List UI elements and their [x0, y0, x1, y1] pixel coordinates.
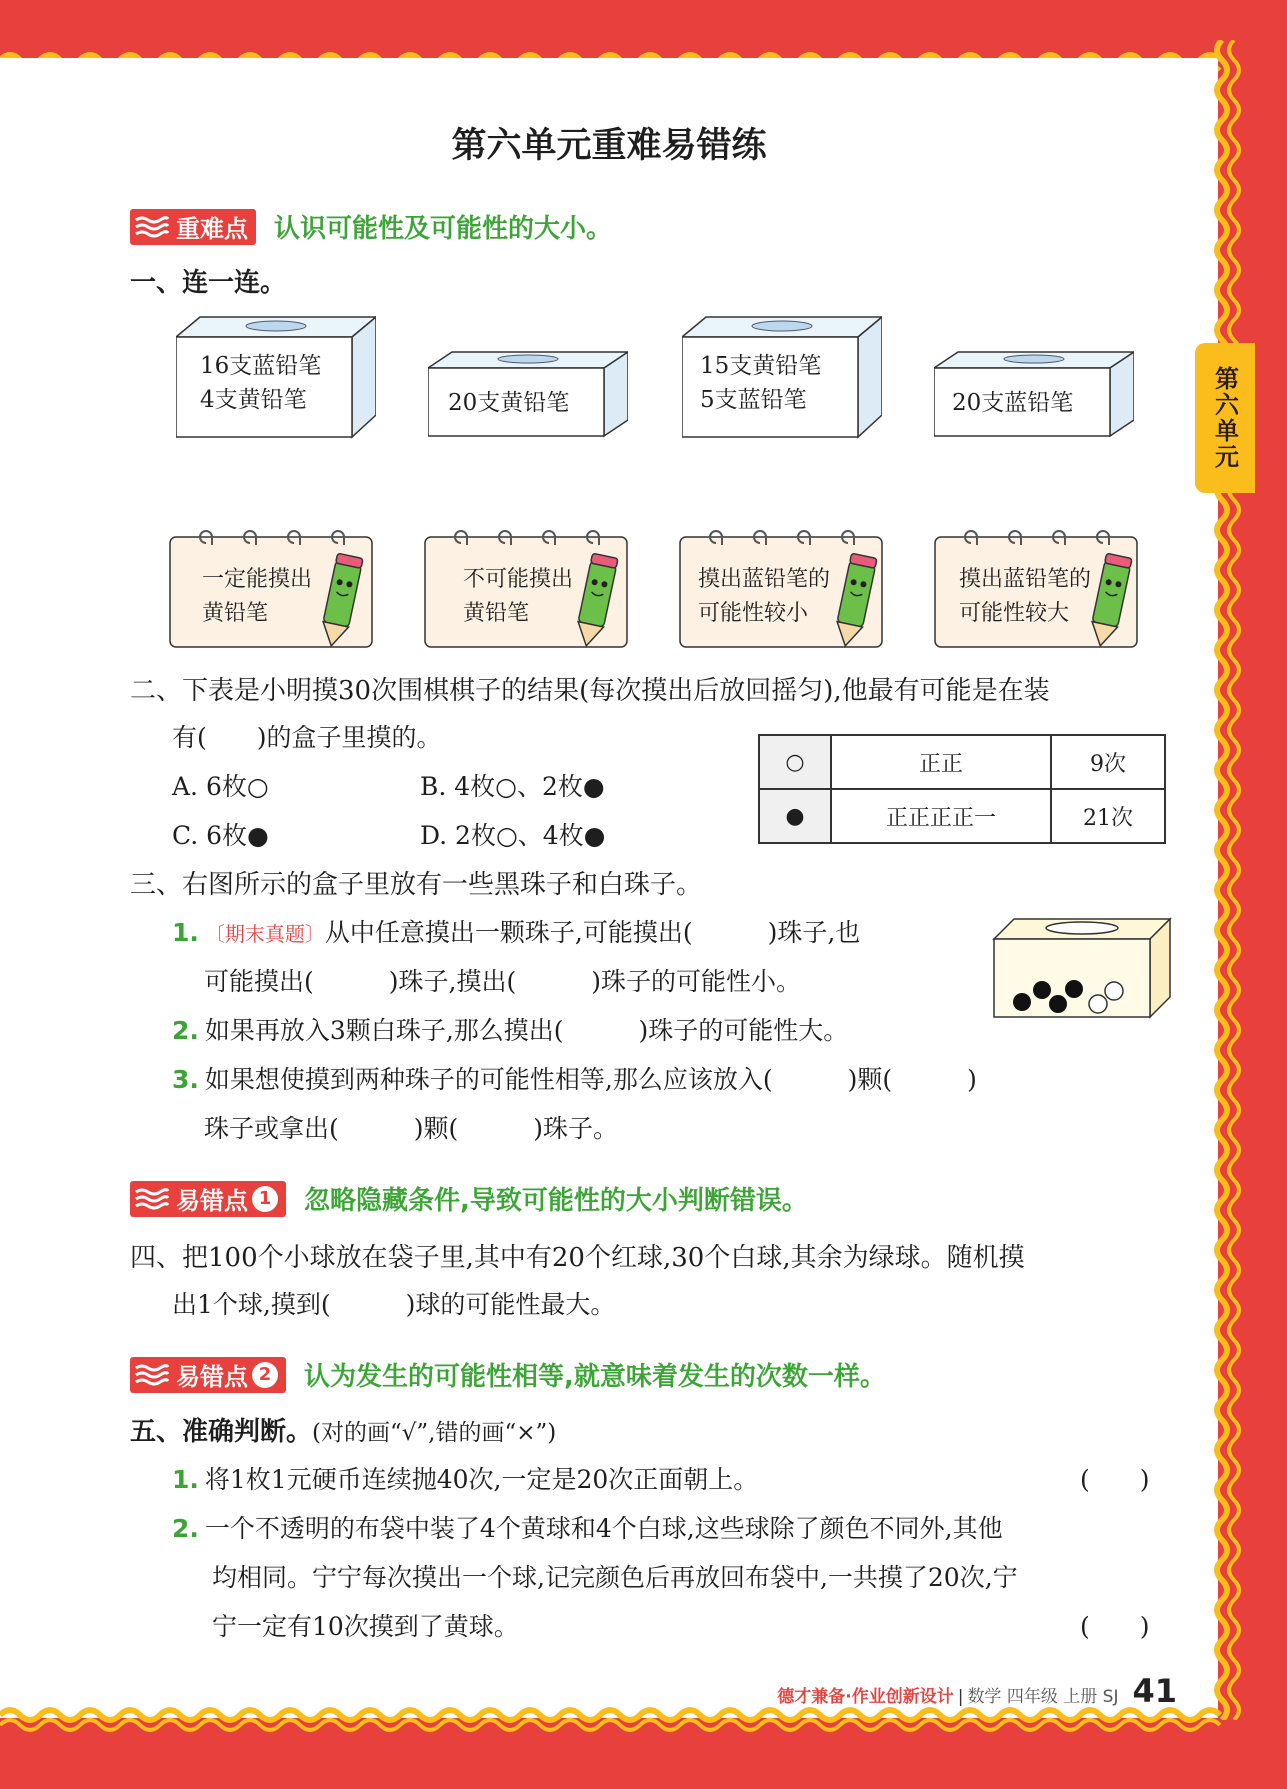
pencil-box-4 [934, 350, 1134, 438]
option-b: B. 4枚○、2枚● [420, 772, 605, 801]
unit-side-tab [1195, 343, 1255, 493]
section-error-1 [130, 1180, 808, 1217]
bead-box-illustration [990, 915, 1172, 1019]
question-4-line-2: 出1个球,摸到( )球的可能性最大。 [172, 1290, 616, 1319]
statement-card-2 [423, 525, 643, 651]
section-tag-number: 1 [252, 1186, 278, 1212]
statement-card-1 [168, 525, 388, 651]
question-5-title: 五、准确判断。(对的画“√”,错的画“×”) [130, 1417, 557, 1447]
card-line: 不可能摸出 [463, 567, 574, 592]
q3-sub-2 [172, 1011, 848, 1047]
tally-table [758, 734, 1166, 844]
footer-meta: 数学 四年级 上册 SJ [967, 1687, 1119, 1707]
pencil-box-3 [682, 315, 882, 439]
section-description: 忽略隐藏条件,导致可能性的大小判断错误。 [304, 1186, 808, 1216]
q5-sub-2-line-3: 宁一定有10次摸到了黄球。 [212, 1612, 519, 1641]
tally-cell: 正正正正一 [831, 789, 1051, 843]
q3-sub-2-text: 如果再放入3颗白珠子,那么摸出( )珠子的可能性大。 [204, 1016, 849, 1045]
question-1-title: 一、连一连。 [130, 268, 287, 298]
count-cell: 9次 [1051, 735, 1165, 789]
box-line: 16支蓝铅笔 [200, 353, 322, 379]
q3-sub-3-text: 如果想使摸到两种珠子的可能性相等,那么应该放入( )颗( ) [204, 1065, 977, 1094]
answer-paren[interactable]: ( ) [1080, 1465, 1150, 1494]
section-description: 认为发生的可能性相等,就意味着发生的次数一样。 [304, 1362, 886, 1392]
section-error-2 [130, 1356, 886, 1393]
card-line: 可能性较大 [959, 601, 1070, 626]
q5-sub-2-line-1 [172, 1509, 1003, 1545]
card-line: 摸出蓝铅笔的 [959, 567, 1092, 592]
question-3-title: 三、右图所示的盒子里放有一些黑珠子和白珠子。 [130, 870, 703, 900]
black-stone-cell: ● [759, 789, 831, 843]
card-line: 可能性较小 [698, 601, 809, 626]
tally-cell: 正正 [831, 735, 1051, 789]
sub-number: 1. [172, 1465, 199, 1494]
section-tag [130, 1181, 286, 1217]
section-tag [130, 209, 256, 245]
statement-card-4 [933, 525, 1153, 651]
q5-sub-1 [172, 1460, 758, 1496]
white-stone-cell: ○ [759, 735, 831, 789]
q3-sub-3-line-2: 珠子或拿出( )颗( )珠子。 [204, 1114, 619, 1143]
box-line: 15支黄铅笔 [700, 353, 822, 379]
wave-lines-icon [134, 1186, 170, 1212]
section-tag-number: 2 [252, 1362, 278, 1388]
statement-card-3 [678, 525, 898, 651]
section-description: 认识可能性及可能性的大小。 [274, 214, 613, 244]
exam-tag: 〔期末真题〕 [204, 922, 325, 946]
card-line: 摸出蓝铅笔的 [698, 567, 831, 592]
option-c: C. 6枚● [172, 821, 269, 850]
q3-sub-1-text: 从中任意摸出一颗珠子,可能摸出( )珠子,也 [324, 918, 861, 947]
table-row [759, 789, 1165, 843]
box-line: 20支黄铅笔 [448, 390, 570, 416]
q3-sub-1-line-2: 可能摸出( )珠子,摸出( )珠子的可能性小。 [204, 967, 801, 996]
right-wave-border [1190, 40, 1260, 1720]
sub-number: 1. [172, 918, 199, 947]
section-tag [130, 1357, 286, 1393]
option-d: D. 2枚○、4枚● [420, 821, 606, 850]
footer-separator: | [957, 1687, 964, 1707]
page-footer [777, 1672, 1177, 1710]
option-a: A. 6枚○ [172, 772, 269, 801]
question-2-line-2: 有( )的盒子里摸的。 [172, 723, 442, 752]
section-tag-label: 易错点 [176, 1363, 248, 1391]
sub-number: 2. [172, 1514, 199, 1543]
q3-sub-1-line-1 [172, 913, 860, 949]
box-line: 20支蓝铅笔 [952, 390, 1074, 416]
box-line: 4支黄铅笔 [200, 387, 307, 413]
wave-lines-icon [134, 214, 170, 240]
q5-sub-2-line-2: 均相同。宁宁每次摸出一个球,记完颜色后再放回布袋中,一共摸了20次,宁 [212, 1563, 1018, 1592]
page-title: 第六单元重难易错练 [451, 126, 767, 166]
sub-number: 2. [172, 1016, 199, 1045]
q5-sub-1-text: 将1枚1元硬币连续抛40次,一定是20次正面朝上。 [204, 1465, 759, 1494]
question-5-note: (对的画“√”,错的画“×”) [312, 1420, 557, 1446]
pencil-box-1 [176, 315, 376, 439]
box-line: 5支蓝铅笔 [700, 387, 807, 413]
question-2-line-1: 二、下表是小明摸30次围棋棋子的结果(每次摸出后放回摇匀),他最有可能是在装 [130, 676, 1050, 706]
page-number: 41 [1132, 1672, 1177, 1710]
unit-side-tab-label: 第六单元 [1210, 366, 1239, 470]
wave-lines-icon [134, 1362, 170, 1388]
card-line: 一定能摸出 [202, 567, 313, 592]
q5-sub-2-text: 一个不透明的布袋中装了4个黄球和4个白球,这些球除了颜色不同外,其他 [204, 1514, 1003, 1543]
section-tag-label: 易错点 [176, 1187, 248, 1215]
pencil-box-2 [428, 350, 628, 438]
sub-number: 3. [172, 1065, 199, 1094]
answer-paren[interactable]: ( ) [1080, 1612, 1150, 1641]
count-cell: 21次 [1051, 789, 1165, 843]
footer-brand: 德才兼备·作业创新设计 [777, 1687, 954, 1707]
table-row [759, 735, 1165, 789]
card-line: 黄铅笔 [463, 601, 530, 626]
section-tag-label: 重难点 [176, 215, 248, 243]
card-line: 黄铅笔 [202, 601, 269, 626]
question-4-line-1: 四、把100个小球放在袋子里,其中有20个红球,30个白球,其余为绿球。随机摸 [130, 1243, 1025, 1273]
section-key-point [130, 208, 612, 245]
q3-sub-3-line-1 [172, 1060, 977, 1096]
